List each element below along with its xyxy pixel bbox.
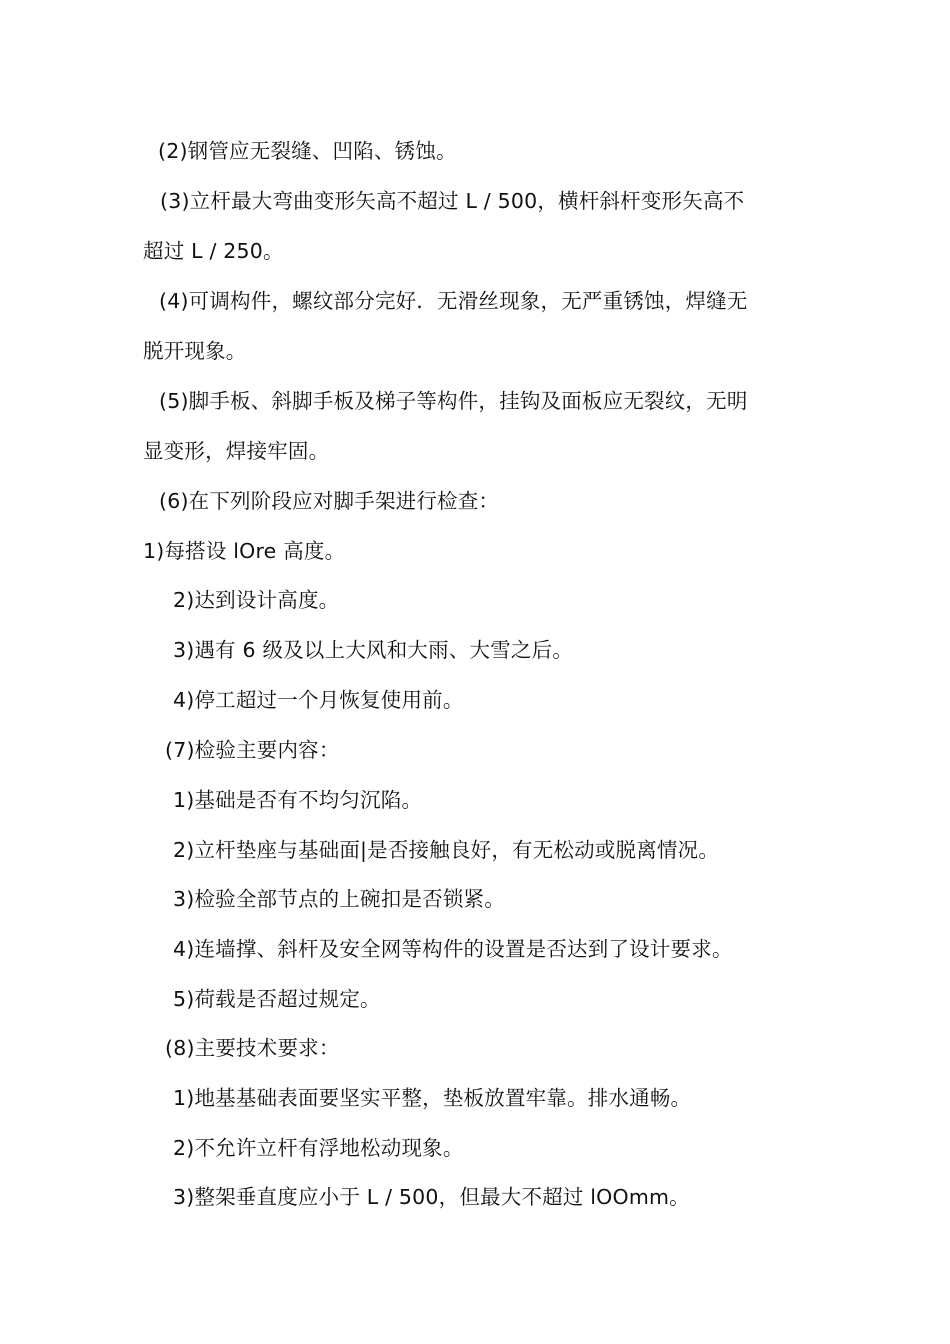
paragraph-2-steel-pipe: (2)钢管应无裂缝、凹陷、锈蚀。 — [158, 139, 457, 163]
list-item-6-1: 1)每搭设 lOre 高度。 — [143, 539, 346, 563]
list-item-8-1: 1)地基基础表面要坚实平整，垫板放置牢靠。排水通畅。 — [173, 1086, 692, 1110]
list-item-7-2: 2)立杆垫座与基础面|是否接触良好，有无松动或脱离情况。 — [173, 838, 720, 862]
list-item-7-3: 3)检验全部节点的上碗扣是否锁紧。 — [173, 887, 505, 911]
list-item-6-3: 3)遇有 6 级及以上大风和大雨、大雪之后。 — [173, 638, 574, 662]
list-item-7-5: 5)荷载是否超过规定。 — [173, 987, 381, 1011]
list-item-6-4: 4)停工超过一个月恢复使用前。 — [173, 688, 464, 712]
list-item-8-2: 2)不允许立杆有浮地松动现象。 — [173, 1136, 464, 1160]
paragraph-3-pole-bending-line1: (3)立杆最大弯曲变形矢高不超过 L / 500，横杆斜杆变形矢高不 — [160, 189, 745, 213]
paragraph-5-scaffold-boards-line1: (5)脚手板、斜脚手板及梯子等构件，挂钩及面板应无裂纹，无明 — [159, 389, 748, 413]
paragraph-4-adjustable-parts-line1: (4)可调构件，螺纹部分完好．无滑丝现象，无严重锈蚀，焊缝无 — [159, 289, 748, 313]
list-item-6-2: 2)达到设计高度。 — [173, 588, 340, 612]
paragraph-6-inspection-stages: (6)在下列阶段应对脚手架进行检查： — [159, 489, 500, 513]
list-item-8-3: 3)整架垂直度应小于 L / 500，但最大不超过 lOOmm。 — [173, 1185, 690, 1209]
paragraph-3-pole-bending-line2: 超过 L / 250。 — [143, 239, 284, 263]
paragraph-4-adjustable-parts-line2: 脱开现象。 — [143, 339, 247, 363]
list-item-7-1: 1)基础是否有不均匀沉陷。 — [173, 788, 423, 812]
list-item-7-4: 4)连墙撑、斜杆及安全网等构件的设置是否达到了设计要求。 — [173, 937, 733, 961]
paragraph-5-scaffold-boards-line2: 显变形，焊接牢固。 — [143, 439, 330, 463]
paragraph-8-technical-requirements: (8)主要技术要求： — [165, 1036, 340, 1060]
paragraph-7-inspection-content: (7)检验主要内容： — [165, 738, 340, 762]
